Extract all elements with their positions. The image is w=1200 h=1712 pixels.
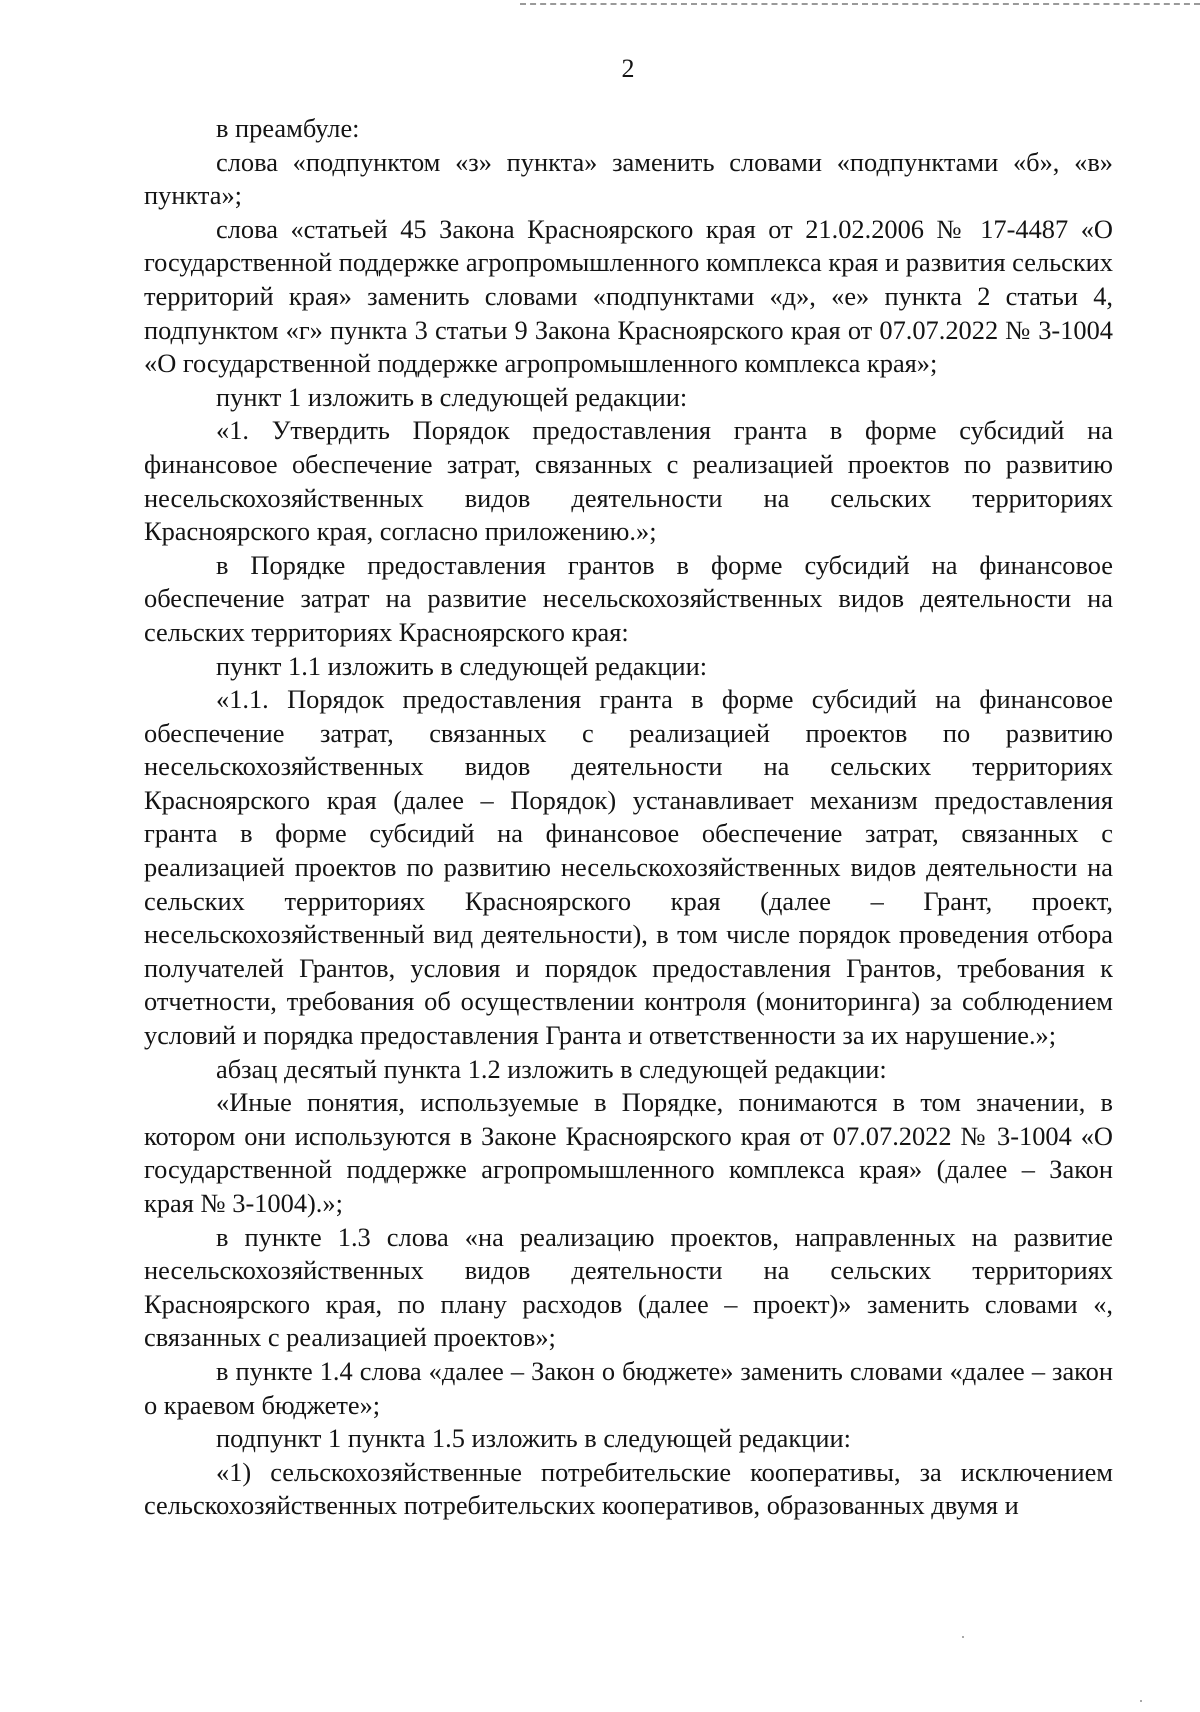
paragraph-subpoint-replace: слова «подпунктом «з» пункта» заменить словами «подпунктами «б», «в» пункта»; [144, 146, 1113, 211]
scan-speck [962, 1636, 964, 1638]
paragraph-article-replace: слова «статьей 45 Закона Красноярского края от 21.02.2006 № 17-4487 «О государственной поддержке агропромышленного комплекса края и развития сельских территорий края» заменить словами «подпунктами «д», «е» пункта 2 статьи 4, подпунктом «г» пункта 3 статьи 9 Закона Красноярского края от 07.07.2022 № 3-1004 «О государственной поддержке агропромышленного комплекса края»; [144, 213, 1113, 379]
paragraph-point1-2-text: «Иные понятия, используемые в Порядке, понимаются в том значении, в котором они используются в Законе Красноярского края от 07.07.2022 № 3-1004 «О государственной поддержке агропромышленного комплекса края» (далее – Закон края № 3-1004).»; [144, 1087, 1113, 1218]
paragraph-point1-intro: пункт 1 изложить в следующей редакции: [216, 381, 688, 412]
paragraph-point1-5-intro: подпункт 1 пункта 1.5 изложить в следующей редакции: [216, 1423, 851, 1454]
paragraph-point1-4: в пункте 1.4 слова «далее – Закон о бюджете» заменить словами «далее – закон о краевом бюджете»; [144, 1355, 1113, 1420]
paragraph-point1-1-text: «1.1. Порядок предоставления гранта в форме субсидий на финансовое обеспечение затрат, связанных с реализацией проектов по развитию несельскохозяйственных видов деятельности на сельских территориях Красноярского края (далее – Порядок) устанавливает механизм предоставления гранта в форме субсидий на финансовое обеспечение затрат, связанных с реализацией проектов по развитию несельскохозяйственных видов деятельности на сельских территориях Красноярского края (далее – Грант, проект, несельскохозяйственный вид деятельности), в том числе порядок проведения отбора получателей Грантов, условия и порядок предоставления Грантов, требования к отчетности, требования об осуществлении контроля (мониторинга) за соблюдением условий и порядка предоставления Гранта и ответственности за их нарушение.»; [144, 684, 1113, 1051]
paragraph-point1-5-text: «1) сельскохозяйственные потребительские кооперативы, за исключением сельскохозяйственных потребительских кооперативов, образованных двумя и [144, 1456, 1113, 1521]
paragraph-point1-text: «1. Утвердить Порядок предоставления гранта в форме субсидий на финансовое обеспечение затрат, связанных с реализацией проектов по развитию несельскохозяйственных видов деятельности на сельских территориях Красноярского края, согласно приложению.»; [144, 415, 1113, 547]
paragraph-point1-1-intro: пункт 1.1 изложить в следующей редакции: [216, 650, 708, 681]
document-body [144, 112, 1113, 1523]
paragraph-point1-3: в пункте 1.3 слова «на реализацию проектов, направленных на развитие несельскохозяйственных видов деятельности на сельских территориях Красноярского края, по плану расходов (далее – проект)» заменить словами «, связанных с реализацией проектов»; [144, 1221, 1113, 1353]
paragraph-preamble: в преамбуле: [216, 113, 360, 143]
page-number: 2 [621, 54, 635, 83]
scan-speck [1140, 1700, 1142, 1702]
paragraph-procedure-intro: в Порядке предоставления грантов в форме субсидий на финансовое обеспечение затрат на развитие несельскохозяйственных видов деятельности на сельских территориях Красноярского края: [144, 549, 1113, 647]
paragraph-point1-2-intro: абзац десятый пункта 1.2 изложить в следующей редакции: [216, 1053, 887, 1084]
scan-edge-line [520, 3, 1200, 5]
